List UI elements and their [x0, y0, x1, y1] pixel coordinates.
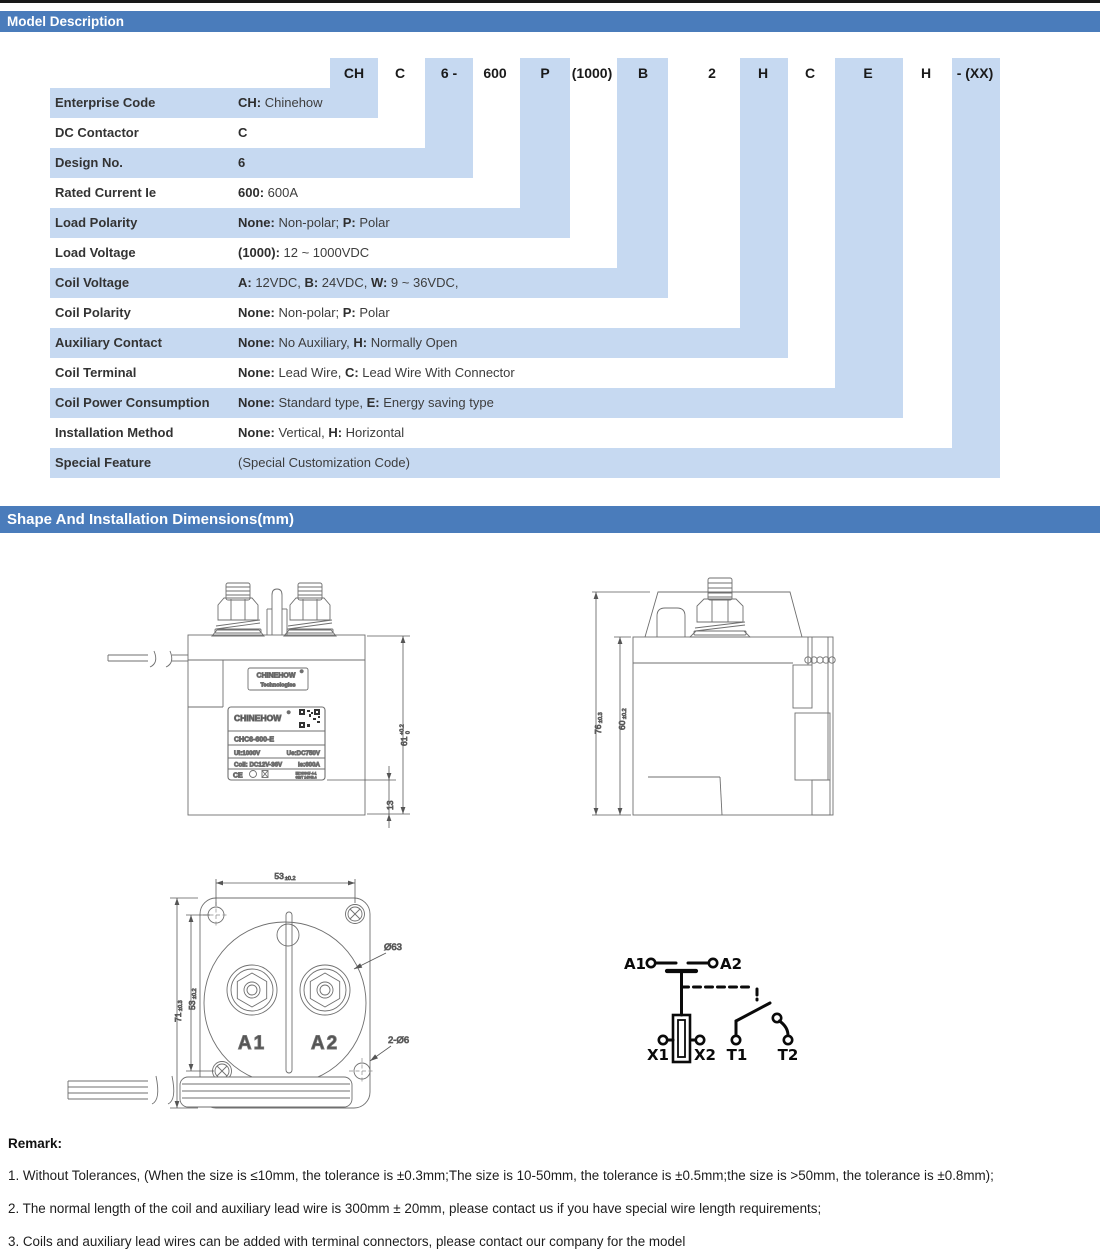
model-code-3: 600	[483, 65, 507, 81]
row-label-11: Installation Method	[55, 425, 174, 440]
row-highlight-12	[50, 448, 1000, 478]
row-value-segment: Standard type,	[274, 395, 367, 410]
row-label-12: Special Feature	[55, 455, 152, 470]
row-value-segment: Lead Wire With Connector	[358, 365, 515, 380]
row-value-segment: None:	[238, 215, 275, 230]
registered-mark-icon: ®	[300, 669, 304, 674]
row-value-segment: Non-polar;	[274, 305, 343, 320]
row-value-segment: P:	[342, 305, 356, 320]
remark-line-3: 3. Coils and auxiliary lead wires can be added with terminal connectors, please contact our company for the model	[8, 1234, 686, 1249]
row-value-12	[238, 448, 410, 478]
row-value-segment: A:	[238, 275, 252, 290]
code-band-10	[835, 58, 903, 418]
row-value-9	[238, 358, 515, 388]
model-code-5: (1000)	[571, 65, 613, 81]
remark-title: Remark:	[8, 1136, 63, 1151]
row-value-segment: H:	[353, 335, 368, 350]
nameplate-coil: Coil: DC12V-36V	[234, 761, 283, 769]
row-value-segment: Chinehow	[261, 95, 323, 110]
row-value-segment: Lead Wire,	[274, 365, 345, 380]
side-aux-module	[793, 637, 835, 815]
lead-wire	[108, 651, 188, 667]
nameplate-brand: CHINEHOW	[234, 713, 282, 723]
row-value-segment: 600A	[264, 185, 299, 200]
brand-label	[248, 668, 308, 690]
registered-mark-icon: ®	[287, 710, 291, 715]
dim-holes-2x6	[370, 1035, 409, 1061]
row-label-6: Coil Voltage	[55, 275, 130, 290]
svg-text:60±0.2: 60±0.2	[617, 708, 628, 730]
model-code-10: E	[863, 65, 873, 81]
terminal-a2	[300, 965, 350, 1015]
model-code-1: C	[394, 65, 406, 81]
nameplate-ie: Ie:600A	[297, 761, 320, 769]
row-value-6	[238, 268, 459, 298]
row-label-7: Coil Polarity	[55, 305, 131, 320]
row-value-segment: Non-polar;	[274, 215, 343, 230]
center-tab	[267, 589, 287, 635]
row-label-5: Load Voltage	[55, 245, 136, 260]
terminal-a2-label: A2	[310, 1033, 340, 1054]
circuit-diagram	[624, 955, 798, 1064]
circuit-label-x1: X1	[646, 1046, 670, 1064]
row-label-0: Enterprise Code	[55, 95, 156, 110]
model-code-2: 6 -	[440, 65, 458, 81]
row-label-3: Rated Current Ie	[55, 185, 157, 200]
nameplate	[228, 707, 325, 780]
mounting-hole-bottom-right	[349, 1058, 375, 1084]
row-value-segment: 6	[238, 155, 246, 170]
row-value-segment: None:	[238, 425, 275, 440]
terminal-a1	[227, 965, 277, 1015]
side-small-tab	[657, 608, 685, 637]
circuit-label-x2: X2	[693, 1046, 717, 1064]
qr-code-icon	[299, 709, 320, 728]
row-value-segment: Polar	[355, 215, 390, 230]
row-label-8: Auxiliary Contact	[55, 335, 162, 350]
model-code-4: P	[540, 65, 550, 81]
row-value-segment: No Auxiliary,	[274, 335, 354, 350]
row-value-3	[238, 178, 298, 208]
row-value-segment: 600:	[238, 185, 265, 200]
svg-text:61+0.20: $61^{+0.2}0$	[399, 724, 412, 746]
model-code-7: 2	[708, 65, 716, 81]
row-value-4	[238, 208, 390, 238]
svg-text:2-Ø6: 2-Ø6	[388, 1035, 410, 1046]
model-code-6: B	[637, 65, 649, 81]
circuit-label-t2: T2	[777, 1046, 799, 1064]
bottom-lead-wires	[68, 1076, 352, 1107]
dim-body-60	[614, 637, 631, 815]
code-band-12	[952, 58, 1000, 478]
model-code-0: CH	[343, 65, 365, 81]
circuit-label-t1: T1	[726, 1046, 748, 1064]
dimension-drawings	[0, 540, 1100, 1140]
model-code-12: - (XX)	[956, 65, 994, 81]
row-value-segment: 9 ~ 36VDC,	[387, 275, 459, 290]
svg-text:53±0.2: 53±0.2	[187, 988, 198, 1010]
row-value-11	[238, 418, 404, 448]
nameplate-model: CHC6-600-E	[234, 736, 275, 744]
row-value-segment: C	[238, 125, 248, 140]
terminal-stud-right	[284, 583, 336, 636]
screw-top-right	[346, 905, 365, 924]
row-value-5	[238, 238, 369, 268]
model-code-9: C	[804, 65, 816, 81]
nameplate-standard-1: IEC60947-4-1	[295, 771, 317, 776]
svg-text:53±0.2: 53±0.2	[274, 871, 296, 882]
brand-sub-text: Technologies	[260, 682, 296, 689]
weee-bin-icon	[262, 771, 268, 778]
nameplate-standard-2: GB/T 14048.4	[295, 775, 317, 780]
side-view-drawing	[592, 578, 835, 815]
row-value-segment: C:	[344, 365, 359, 380]
model-code-8: H	[757, 65, 769, 81]
brand-text: CHINEHOW	[256, 672, 296, 680]
svg-text:13: 13	[385, 800, 395, 810]
row-label-4: Load Polarity	[55, 215, 138, 230]
row-value-segment: H:	[328, 425, 343, 440]
svg-text:Ø63: Ø63	[384, 942, 402, 953]
code-band-8	[740, 58, 788, 358]
row-value-segment: B:	[304, 275, 319, 290]
ce-mark-icon: CE	[233, 772, 243, 780]
row-value-7	[238, 298, 390, 328]
code-band-6	[617, 58, 668, 298]
model-code-table	[0, 0, 1100, 500]
section-title: Shape And Installation Dimensions(mm)	[7, 511, 294, 528]
svg-text:71±0.3: 71±0.3	[173, 1000, 184, 1022]
side-stud	[690, 578, 750, 637]
row-value-segment: 12 ~ 1000VDC	[279, 245, 370, 260]
dim-foot-13	[327, 766, 396, 828]
row-value-8	[238, 328, 457, 358]
row-value-0	[238, 88, 323, 118]
bottom-view-drawing	[68, 871, 409, 1108]
row-value-segment: Polar	[355, 305, 390, 320]
row-value-segment: CH:	[238, 95, 262, 110]
row-label-1: DC Contactor	[55, 125, 139, 140]
row-value-segment: 12VDC,	[251, 275, 305, 290]
row-label-2: Design No.	[55, 155, 123, 170]
row-value-segment: None:	[238, 365, 275, 380]
remark-line-2: 2. The normal length of the coil and auxiliary lead wire is 300mm ± 20mm, please contact us if you have special wire length requirements;	[8, 1201, 822, 1216]
row-value-segment: Vertical,	[274, 425, 329, 440]
circuit-label-a1: A1	[623, 955, 646, 973]
row-value-segment: (1000):	[238, 245, 280, 260]
nameplate-ue: Ue:DC750V	[286, 750, 320, 757]
front-view-drawing	[108, 583, 412, 828]
section-header-dimensions	[0, 506, 1100, 533]
terminal-a1-label: A1	[237, 1033, 267, 1054]
center-slot	[286, 912, 292, 1073]
row-value-segment: None:	[238, 305, 275, 320]
model-code-11: H	[920, 65, 932, 81]
nameplate-ui: Ui:1000V	[234, 750, 261, 757]
dim-total-76	[592, 592, 650, 815]
row-value-10	[238, 388, 494, 418]
row-value-segment: Normally Open	[367, 335, 458, 350]
dim-top-53	[216, 871, 355, 906]
row-label-10: Coil Power Consumption	[55, 395, 210, 410]
dim-circle-63	[354, 942, 402, 969]
row-value-segment: Energy saving type	[379, 395, 494, 410]
row-value-segment: P:	[342, 215, 356, 230]
row-value-segment: (Special Customization Code)	[238, 455, 410, 470]
section-title: Model Description	[7, 14, 125, 29]
row-value-segment: E:	[366, 395, 380, 410]
row-value-segment: None:	[238, 335, 275, 350]
svg-text:76±0.3: 76±0.3	[593, 712, 604, 734]
row-value-segment: None:	[238, 395, 275, 410]
row-label-9: Coil Terminal	[55, 365, 137, 380]
circuit-label-a2: A2	[720, 955, 743, 973]
row-value-2	[238, 148, 245, 178]
row-value-segment: W:	[370, 275, 388, 290]
cert-circle-icon	[250, 771, 257, 778]
row-value-segment: 24VDC,	[318, 275, 371, 290]
row-value-1	[238, 118, 247, 148]
terminal-stud-left	[212, 583, 264, 636]
row-value-segment: Horizontal	[342, 425, 405, 440]
remark-line-1: 1. Without Tolerances, (When the size is ≤10mm, the tolerance is ±0.3mm;The size is 10-50mm, the tolerance is ±0.5mm;the size is >50mm, the tolerance is ±0.8mm);	[8, 1168, 994, 1183]
